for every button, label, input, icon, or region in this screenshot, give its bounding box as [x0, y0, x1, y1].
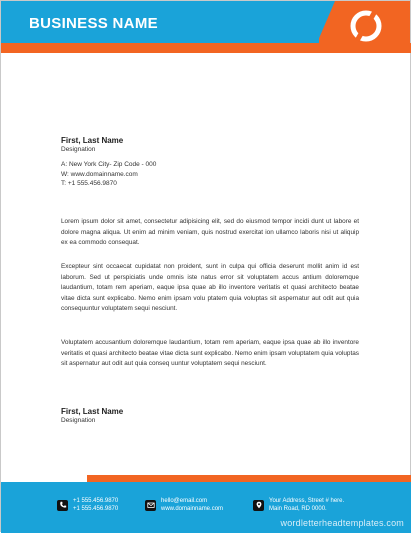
- signature-name: First, Last Name: [61, 407, 124, 416]
- footer-phone-2: +1 555.456.9870: [73, 506, 119, 512]
- phone-icon: [57, 500, 68, 511]
- footer-phone: [57, 497, 118, 513]
- footer-website: www.domainname.com: [161, 506, 224, 512]
- business-name: BUSINESS NAME: [29, 15, 158, 32]
- footer-phone-1: +1 555.456.9870: [73, 498, 119, 504]
- sender-phone: T: +1 555.456.9870: [61, 180, 117, 187]
- body-paragraph-1: Lorem ipsum dolor sit amet, consectetur adipisicing elit, sed do eiusmod tempor incidi dunt ut labore et dolore magna aliqua. Ut enim ad minim veniam, quis nostrud exercitat ion ullamco laboris nisi ut aliquip ex ea commodo consequat.: [61, 218, 359, 247]
- circle-logo-icon: [348, 7, 384, 43]
- footer-email: [145, 497, 223, 513]
- sender-address: A: New York City- Zip Code - 000: [61, 161, 157, 168]
- header-slope: [317, 1, 337, 43]
- sender-contact: [61, 160, 156, 189]
- sender-web: W: www.domainname.com: [61, 170, 138, 178]
- signature-designation: Designation: [61, 417, 96, 424]
- footer-orange-band: [87, 475, 411, 482]
- sender-name: First, Last Name: [61, 136, 124, 145]
- signature-block: [61, 407, 123, 426]
- sender-designation: Designation: [61, 146, 96, 153]
- footer-email-address: hello@email.com: [161, 498, 208, 504]
- body-paragraph-3: Voluptatem accusantium doloremque laudantium, totam rem aperiam, eaque ipsa quae ab illo inventore veritatis et quasi architecto beatae vitae dicta sunt explicabo. Nemo enim ipsam voluptatem quia voluptas sit aspernatur aut odit aut quia conseq uuntur voluptatem sequi nesciunt.: [61, 339, 359, 368]
- footer-address-line-2: Main Road, RD 0000.: [269, 506, 327, 512]
- footer-address: [253, 497, 344, 513]
- header-orange-band: [1, 43, 411, 53]
- watermark-text: wordletterheadtemplates.com: [280, 518, 404, 528]
- footer-address-line-1: Your Address, Street # here.: [269, 498, 345, 504]
- envelope-icon: [145, 500, 156, 511]
- sender-block: [61, 136, 123, 155]
- body-paragraph-2: Excepteur sint occaecat cupidatat non proident, sunt in culpa qui officia deserunt mollit anim id est laborum. Sed ut perspiciatis unde omnis iste natus error sit voluptatem accus antium doloremque laudantium, totam rem aperiam, eaque ipsa quae ab illo inventore veritatis et quasi architecto beatae vitae dicta sunt explicabo. Nemo enim ipsam volu ptatem quia voluptas sit aspernatur aut odit aut quia consequuntur voluptatem sequi nesciunt.: [61, 263, 359, 313]
- location-pin-icon: [253, 500, 264, 511]
